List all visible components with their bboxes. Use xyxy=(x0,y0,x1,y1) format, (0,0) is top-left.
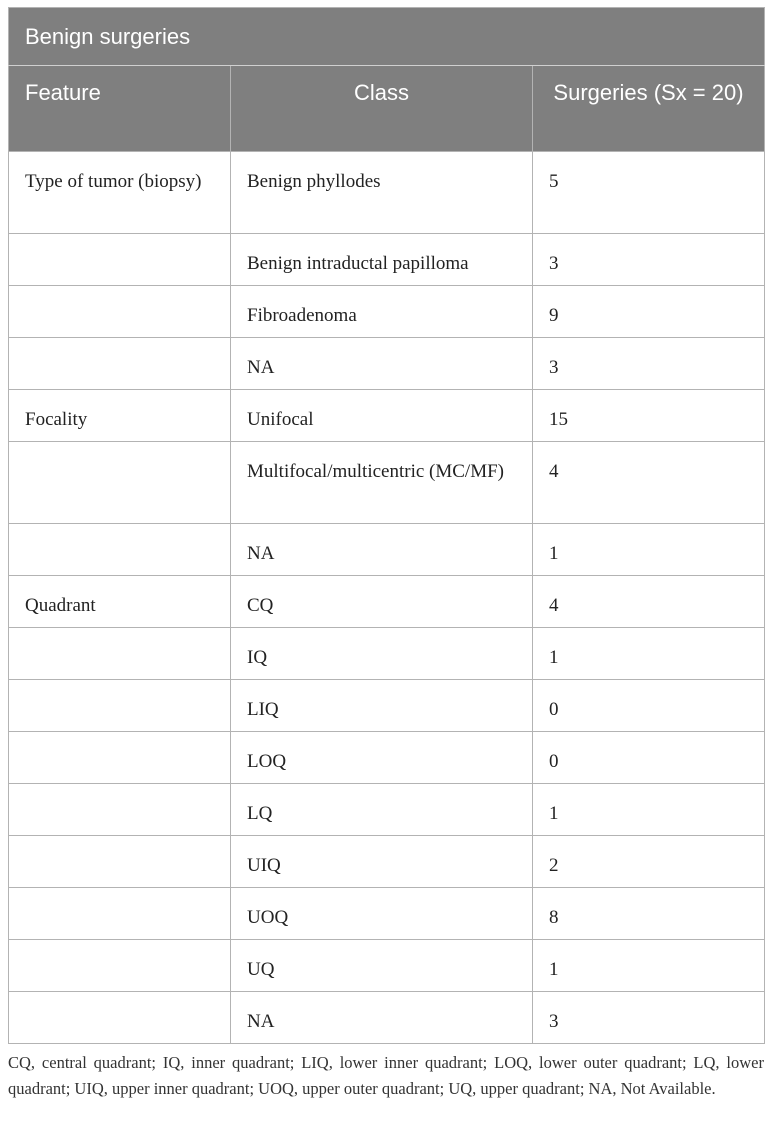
feature-cell xyxy=(9,680,231,732)
feature-cell xyxy=(9,992,231,1044)
feature-cell xyxy=(9,628,231,680)
feature-cell: Type of tumor (biopsy) xyxy=(9,152,231,234)
table-row xyxy=(9,836,765,888)
table-caption: Benign surgeries xyxy=(9,8,765,66)
table-body xyxy=(9,152,765,1044)
table-row xyxy=(9,940,765,992)
table-caption-row xyxy=(9,8,765,66)
table-row xyxy=(9,732,765,784)
surgeries-cell: 5 xyxy=(533,152,765,234)
surgeries-cell: 3 xyxy=(533,338,765,390)
table-row xyxy=(9,442,765,524)
feature-cell xyxy=(9,338,231,390)
surgeries-cell: 1 xyxy=(533,940,765,992)
class-cell: Unifocal xyxy=(231,390,533,442)
table-row xyxy=(9,286,765,338)
table-row xyxy=(9,628,765,680)
class-cell: Fibroadenoma xyxy=(231,286,533,338)
class-cell: NA xyxy=(231,338,533,390)
header-surgeries: Surgeries (Sx = 20) xyxy=(533,66,765,152)
table-footnote: CQ, central quadrant; IQ, inner quadrant; LIQ, lower inner quadrant; LOQ, lower outer quadrant; LQ, lower quadrant; UIQ, upper inner quadrant; UOQ, upper outer quadrant; UQ, upper quadrant; NA, Not Available. xyxy=(8,1053,764,1098)
feature-cell xyxy=(9,888,231,940)
table-row xyxy=(9,576,765,628)
surgeries-cell: 3 xyxy=(533,234,765,286)
header-class: Class xyxy=(231,66,533,152)
feature-cell xyxy=(9,234,231,286)
class-cell: Multifocal/multicentric (MC/MF) xyxy=(231,442,533,524)
feature-cell xyxy=(9,732,231,784)
header-feature: Feature xyxy=(9,66,231,152)
feature-cell xyxy=(9,940,231,992)
table-row xyxy=(9,338,765,390)
feature-cell: Quadrant xyxy=(9,576,231,628)
table-row xyxy=(9,524,765,576)
table-row xyxy=(9,992,765,1044)
surgeries-cell: 3 xyxy=(533,992,765,1044)
surgeries-cell: 2 xyxy=(533,836,765,888)
feature-cell xyxy=(9,524,231,576)
feature-cell xyxy=(9,784,231,836)
table-header-row xyxy=(9,66,765,152)
feature-cell xyxy=(9,442,231,524)
class-cell: LIQ xyxy=(231,680,533,732)
class-cell: UQ xyxy=(231,940,533,992)
feature-cell xyxy=(9,286,231,338)
class-cell: Benign intraductal papilloma xyxy=(231,234,533,286)
table-row xyxy=(9,680,765,732)
surgeries-cell: 4 xyxy=(533,576,765,628)
surgeries-cell: 1 xyxy=(533,524,765,576)
surgeries-cell: 0 xyxy=(533,680,765,732)
class-cell: NA xyxy=(231,992,533,1044)
class-cell: UIQ xyxy=(231,836,533,888)
surgeries-cell: 8 xyxy=(533,888,765,940)
table-row xyxy=(9,390,765,442)
benign-surgeries-table-wrapper xyxy=(8,7,764,1044)
surgeries-cell: 4 xyxy=(533,442,765,524)
surgeries-cell: 15 xyxy=(533,390,765,442)
class-cell: Benign phyllodes xyxy=(231,152,533,234)
class-cell: NA xyxy=(231,524,533,576)
class-cell: CQ xyxy=(231,576,533,628)
class-cell: UOQ xyxy=(231,888,533,940)
table-row xyxy=(9,784,765,836)
class-cell: IQ xyxy=(231,628,533,680)
surgeries-cell: 9 xyxy=(533,286,765,338)
class-cell: LQ xyxy=(231,784,533,836)
surgeries-cell: 1 xyxy=(533,628,765,680)
feature-cell: Focality xyxy=(9,390,231,442)
class-cell: LOQ xyxy=(231,732,533,784)
table-row xyxy=(9,888,765,940)
benign-surgeries-table xyxy=(8,7,765,1044)
table-row xyxy=(9,152,765,234)
feature-cell xyxy=(9,836,231,888)
table-row xyxy=(9,234,765,286)
surgeries-cell: 1 xyxy=(533,784,765,836)
surgeries-cell: 0 xyxy=(533,732,765,784)
